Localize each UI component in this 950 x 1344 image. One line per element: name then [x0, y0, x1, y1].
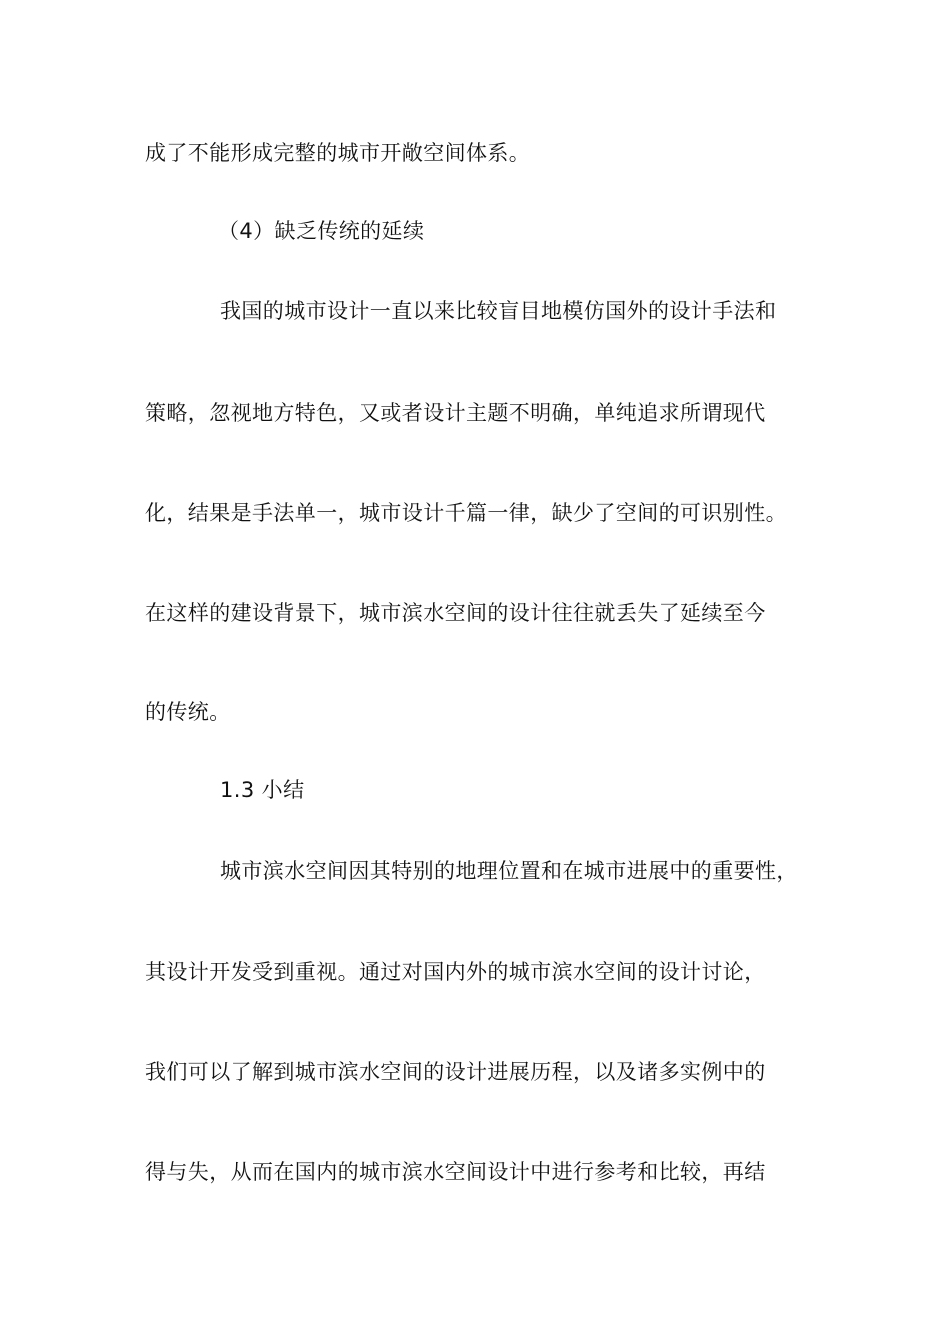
paragraph-line-continuation: 成了不能形成完整的城市开敞空间体系。	[145, 141, 531, 165]
section-heading-1-3: 1.3 小结	[220, 778, 305, 802]
paragraph-line: 化，结果是手法单一，城市设计千篇一律，缺少了空间的可识别性。	[145, 501, 787, 525]
paragraph-line: 城市滨水空间因其特别的地理位置和在城市进展中的重要性，	[220, 859, 798, 883]
paragraph-line: 其设计开发受到重视。通过对国内外的城市滨水空间的设计讨论，	[145, 960, 766, 984]
paragraph-line: 我们可以了解到城市滨水空间的设计进展历程，以及诸多实例中的	[145, 1060, 766, 1084]
paragraph-line: 策略，忽视地方特色，又或者设计主题不明确，单纯追求所谓现代	[145, 401, 766, 425]
paragraph-line: 得与失，从而在国内的城市滨水空间设计中进行参考和比较，再结	[145, 1160, 766, 1184]
paragraph-line: 我国的城市设计一直以来比较盲目地模仿国外的设计手法和	[220, 299, 777, 323]
paragraph-line: 的传统。	[145, 700, 231, 724]
paragraph-line: 在这样的建设背景下，城市滨水空间的设计往往就丢失了延续至今	[145, 601, 766, 625]
section-heading-4: （4）缺乏传统的延续	[218, 219, 425, 243]
